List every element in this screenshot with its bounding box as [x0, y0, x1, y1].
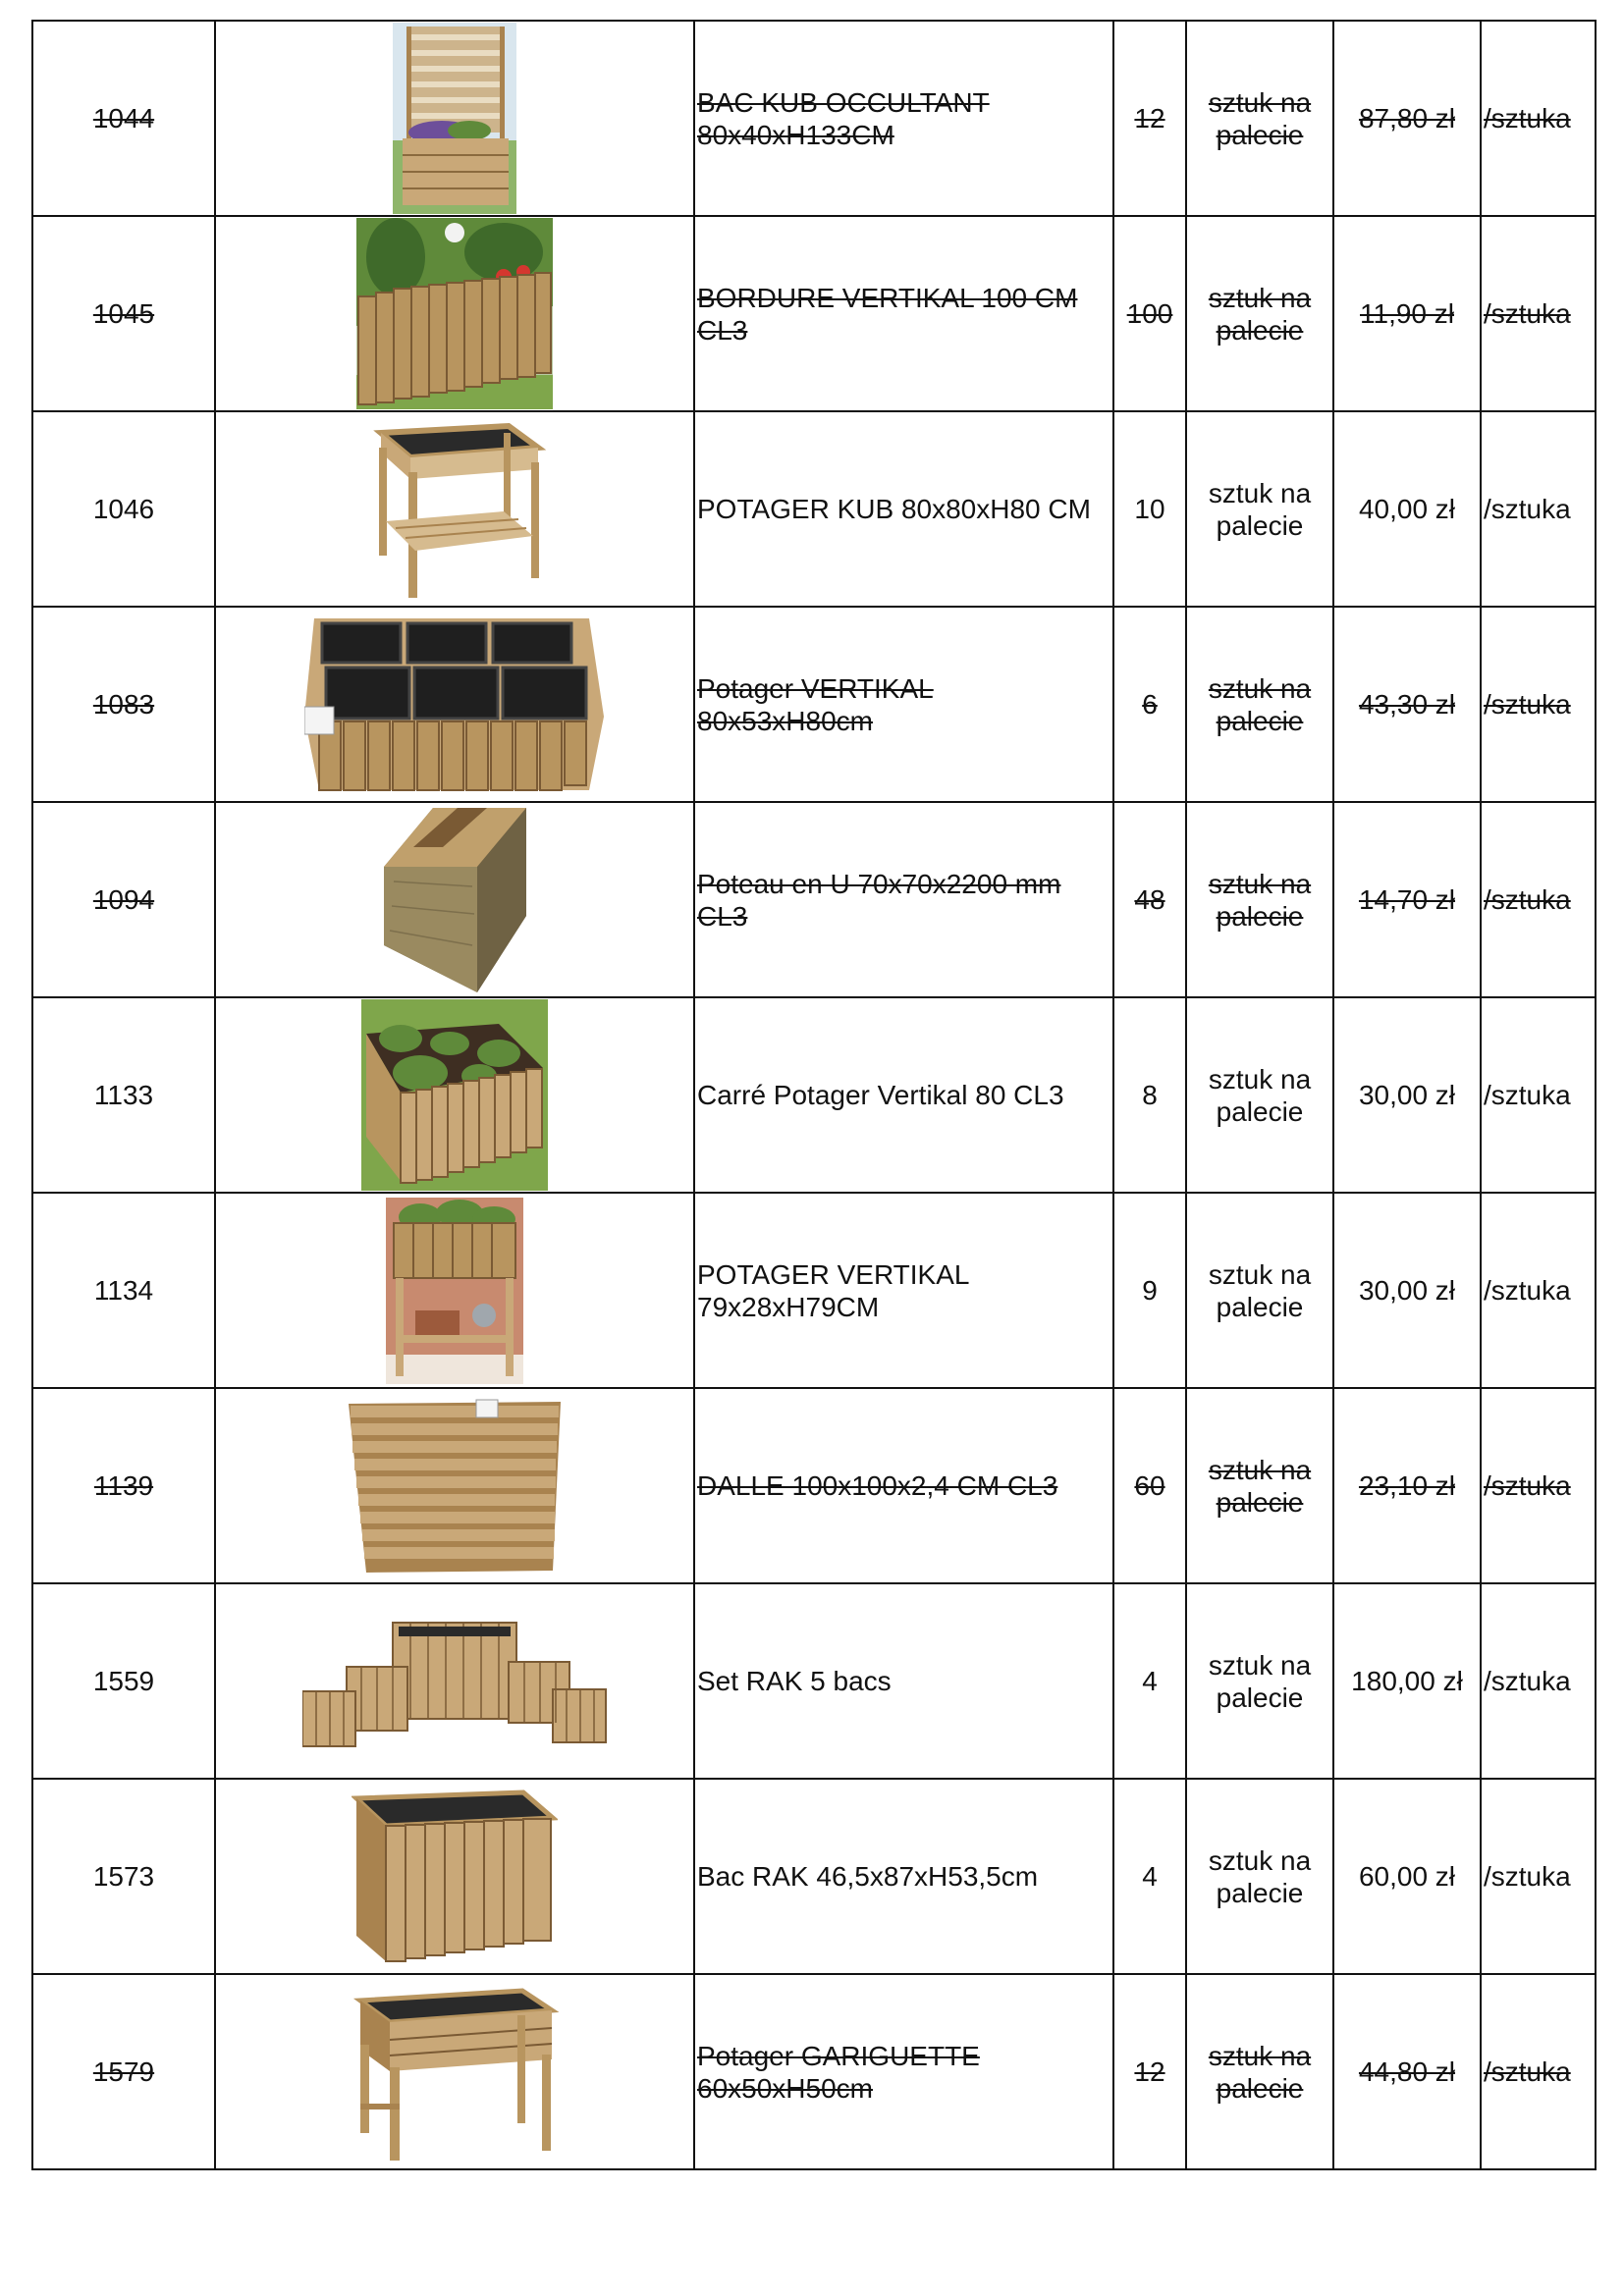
product-name: POTAGER VERTIKAL 79x28xH79CM	[694, 1193, 1113, 1388]
product-photo-cell	[215, 1193, 694, 1388]
product-code: 1094	[32, 802, 215, 997]
product-code: 1579	[32, 1974, 215, 2169]
product-photo-cell	[215, 607, 694, 802]
quantity-unit: sztuk na palecie	[1186, 216, 1333, 411]
table-row	[32, 1974, 1596, 2169]
table-row	[32, 997, 1596, 1193]
price-per-unit: /sztuka	[1481, 607, 1596, 802]
planter-set-photo	[302, 1613, 607, 1750]
product-name: DALLE 100x100x2,4 CM CL3	[694, 1388, 1113, 1583]
product-name: Potager GARIGUETTE 60x50xH50cm	[694, 1974, 1113, 2169]
pallet-quantity: 8	[1113, 997, 1186, 1193]
pallet-quantity: 12	[1113, 1974, 1186, 2169]
price-per-unit: /sztuka	[1481, 1193, 1596, 1388]
product-photo-cell	[215, 411, 694, 607]
product-code: 1559	[32, 1583, 215, 1779]
unit-price: 23,10 zł	[1333, 1388, 1481, 1583]
price-per-unit: /sztuka	[1481, 1779, 1596, 1974]
price-per-unit: /sztuka	[1481, 411, 1596, 607]
product-code: 1134	[32, 1193, 215, 1388]
elevated-planter-photo	[386, 1198, 523, 1384]
unit-price: 40,00 zł	[1333, 411, 1481, 607]
product-photo-cell	[215, 802, 694, 997]
quantity-unit: sztuk na palecie	[1186, 411, 1333, 607]
table-row	[32, 216, 1596, 411]
product-photo-cell	[215, 21, 694, 216]
quantity-unit: sztuk na palecie	[1186, 1583, 1333, 1779]
product-name: BORDURE VERTIKAL 100 CM CL3	[694, 216, 1113, 411]
product-name: Poteau en U 70x70x2200 mm CL3	[694, 802, 1113, 997]
pallet-quantity: 4	[1113, 1779, 1186, 1974]
price-per-unit: /sztuka	[1481, 1583, 1596, 1779]
pallet-quantity: 60	[1113, 1388, 1186, 1583]
unit-price: 60,00 zł	[1333, 1779, 1481, 1974]
product-code: 1045	[32, 216, 215, 411]
u-post-photo	[384, 808, 526, 992]
product-name: Bac RAK 46,5x87xH53,5cm	[694, 1779, 1113, 1974]
quantity-unit: sztuk na palecie	[1186, 1388, 1333, 1583]
table-row	[32, 1193, 1596, 1388]
unit-price: 180,00 zł	[1333, 1583, 1481, 1779]
product-name: Carré Potager Vertikal 80 CL3	[694, 997, 1113, 1193]
garden-table-photo	[351, 1981, 559, 2163]
unit-price: 11,90 zł	[1333, 216, 1481, 411]
product-code: 1139	[32, 1388, 215, 1583]
price-per-unit: /sztuka	[1481, 216, 1596, 411]
price-per-unit: /sztuka	[1481, 997, 1596, 1193]
product-photo-cell	[215, 1583, 694, 1779]
product-code: 1083	[32, 607, 215, 802]
price-per-unit: /sztuka	[1481, 1974, 1596, 2169]
product-table	[31, 20, 1597, 2170]
product-name: POTAGER KUB 80x80xH80 CM	[694, 411, 1113, 607]
square-garden-bed-photo	[361, 999, 548, 1191]
table-row	[32, 1583, 1596, 1779]
product-code: 1133	[32, 997, 215, 1193]
quantity-unit: sztuk na palecie	[1186, 997, 1333, 1193]
pallet-quantity: 12	[1113, 21, 1186, 216]
pallet-quantity: 6	[1113, 607, 1186, 802]
product-code: 1573	[32, 1779, 215, 1974]
product-code: 1044	[32, 21, 215, 216]
product-code: 1046	[32, 411, 215, 607]
product-photo-cell	[215, 997, 694, 1193]
product-photo-cell	[215, 216, 694, 411]
unit-price: 87,80 zł	[1333, 21, 1481, 216]
unit-price: 30,00 zł	[1333, 997, 1481, 1193]
raised-garden-table-photo	[361, 418, 548, 600]
product-name: Set RAK 5 bacs	[694, 1583, 1113, 1779]
table-row	[32, 1388, 1596, 1583]
screen-planter-photo	[393, 23, 516, 214]
pallet-quantity: 4	[1113, 1583, 1186, 1779]
pallet-quantity: 100	[1113, 216, 1186, 411]
unit-price: 14,70 zł	[1333, 802, 1481, 997]
unit-price: 43,30 zł	[1333, 607, 1481, 802]
table-row	[32, 411, 1596, 607]
border-fence-photo	[356, 218, 553, 409]
quantity-unit: sztuk na palecie	[1186, 802, 1333, 997]
pot-planter-box-photo	[304, 614, 605, 796]
table-row	[32, 607, 1596, 802]
pallet-quantity: 48	[1113, 802, 1186, 997]
product-name: BAC KUB OCCULTANT 80x40xH133CM	[694, 21, 1113, 216]
quantity-unit: sztuk na palecie	[1186, 1779, 1333, 1974]
table-row	[32, 21, 1596, 216]
quantity-unit: sztuk na palecie	[1186, 1974, 1333, 2169]
pallet-quantity: 10	[1113, 411, 1186, 607]
quantity-unit: sztuk na palecie	[1186, 1193, 1333, 1388]
table-row	[32, 1779, 1596, 1974]
price-per-unit: /sztuka	[1481, 1388, 1596, 1583]
deck-tile-photo	[349, 1398, 561, 1575]
product-photo-cell	[215, 1974, 694, 2169]
price-per-unit: /sztuka	[1481, 21, 1596, 216]
quantity-unit: sztuk na palecie	[1186, 607, 1333, 802]
table-row	[32, 802, 1596, 997]
unit-price: 44,80 zł	[1333, 1974, 1481, 2169]
quantity-unit: sztuk na palecie	[1186, 21, 1333, 216]
rak-planter-photo	[352, 1789, 558, 1965]
unit-price: 30,00 zł	[1333, 1193, 1481, 1388]
product-photo-cell	[215, 1779, 694, 1974]
price-per-unit: /sztuka	[1481, 802, 1596, 997]
product-photo-cell	[215, 1388, 694, 1583]
product-name: Potager VERTIKAL 80x53xH80cm	[694, 607, 1113, 802]
pallet-quantity: 9	[1113, 1193, 1186, 1388]
